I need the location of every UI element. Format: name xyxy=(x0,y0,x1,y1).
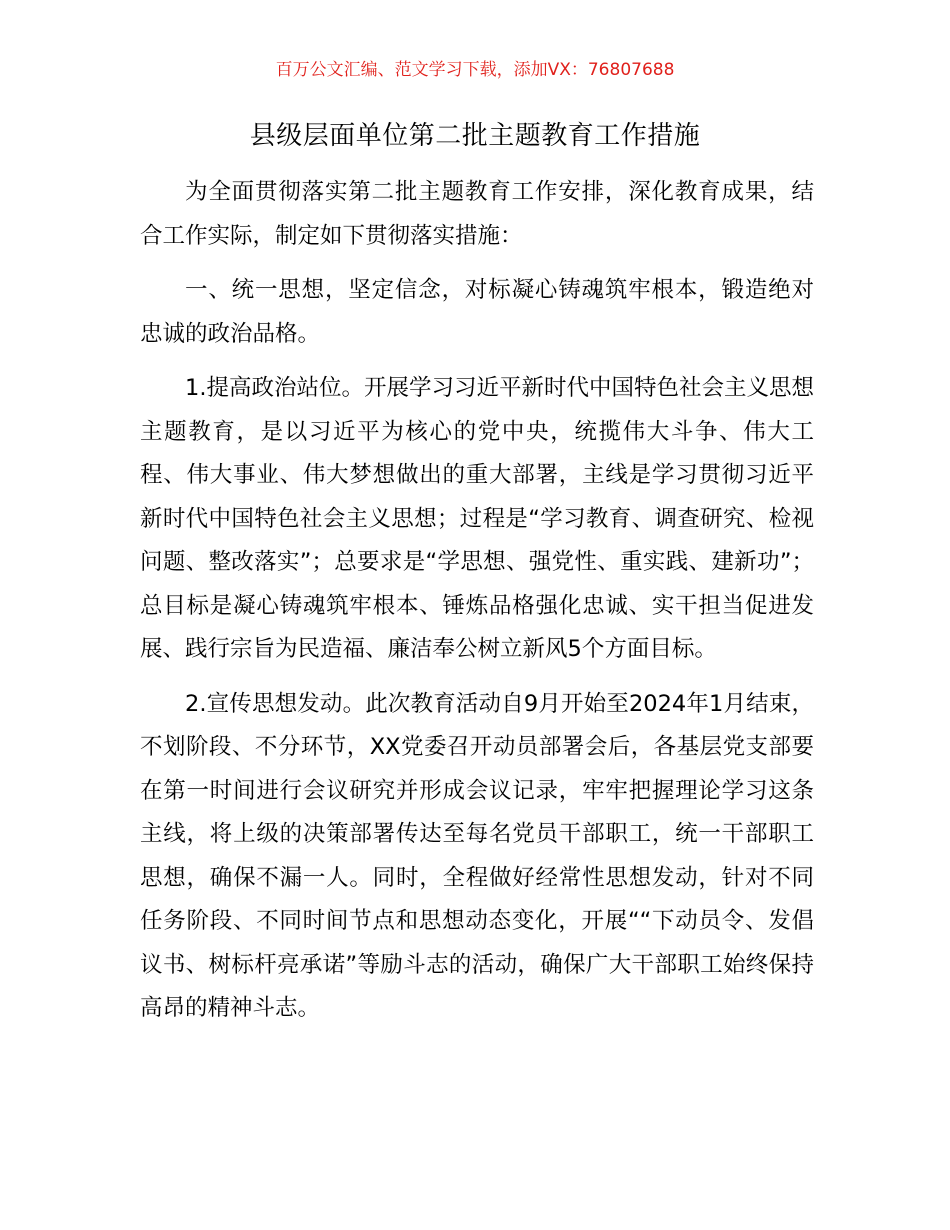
paragraph-item-1: 1.提高政治站位。开展学习习近平新时代中国特色社会主义思想主题教育，是以习近平为核心的党中央，统揽伟大斗争、伟大工程、伟大事业、伟大梦想做出的重大部署，主线是学习贯彻习近平新时代中国特色社会主义思想；过程是“学习教育、调查研究、检视问题、整改落实”；总要求是“学思想、强党性、重实践、建新功”；总目标是凝心铸魂筑牢根本、锤炼品格强化忠诚、实干担当促进发展、践行宗旨为民造福、廉洁奉公树立新风5个方面目标。 xyxy=(140,375,814,662)
document-title: 县级层面单位第二批主题教育工作措施 xyxy=(249,121,701,151)
paragraph-item-2: 2.宣传思想发动。此次教育活动自9月开始至2024年1月结束，不划阶段、不分环节，XX党委召开动员部署会后，各基层党支部要在第一时间进行会议研究并形成会议记录，牢牢把握理论学习这条主线，将上级的决策部署传达至每名党员干部职工，统一干部职工思想，确保不漏一人。同时，全程做好经常性思想发动，针对不同任务阶段、不同时间节点和思想动态变化，开展““下动员令、发倡议书、树标杆亮承诺”等励斗志的活动，确保广大干部职工始终保持高昂的精神斗志。 xyxy=(140,690,814,1021)
document-body xyxy=(140,171,814,1042)
paragraph-section-heading: 一、统一思想，坚定信念，对标凝心铸魂筑牢根本，锻造绝对忠诚的政治品格。 xyxy=(140,277,814,347)
watermark-banner: 百万公文汇编、范文学习下载，添加VX：76807688 xyxy=(275,60,675,80)
paragraph-intro: 为全面贯彻落实第二批主题教育工作安排，深化教育成果，结合工作实际，制定如下贯彻落实措施： xyxy=(140,179,814,249)
